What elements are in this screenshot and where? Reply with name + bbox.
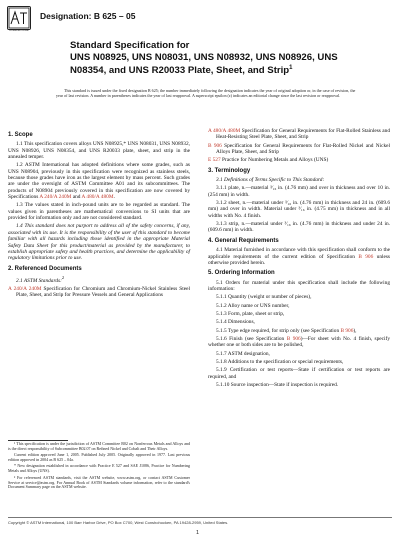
reference-b906: [208, 143, 390, 156]
para-4-1: [208, 247, 390, 266]
title-line-3: [70, 63, 360, 77]
reference-e527: [208, 157, 390, 163]
document-title: [70, 40, 360, 77]
para-5-1-2: 5.1.2 Alloy name or UNS number,: [216, 302, 290, 309]
para-1-2-end: .: [113, 194, 115, 201]
para-3-1-1: 3.1.1 plate, n.—material ³⁄₁₆ in. (4.76 mm) and over in thickness and over 10 in. (254 mm) in width.: [208, 185, 390, 198]
designation: Designation: B 625 – 05: [40, 11, 136, 21]
para-1-1: 1.1 This specification covers alloys UNS N08925,* UNS N08031, UNS N08932, UNS N08926, UNS N08354, and UNS R20033 plate, sheet, and strip in the annealed temper.: [8, 141, 190, 161]
para-5-1-9: 5.1.9 Certification or test reports—State if certification or test reports are required, and: [208, 367, 390, 380]
ref-link-b906-list[interactable]: B 906: [208, 142, 222, 149]
footnote-star: * New designation established in accordance with Practice E 527 and SAE J1086, Practice for Numbering Metals and Alloys (UNS).: [8, 463, 190, 474]
reference-a240: [8, 286, 190, 299]
ref-link-b906-s516[interactable]: B 906: [286, 335, 301, 342]
section-1-heading: 1. Scope: [8, 132, 33, 138]
title-line-3-text: N08354, and UNS R20033 Plate, Sheet, and Strip: [70, 65, 290, 77]
ref-link-b906-s515[interactable]: B 906: [340, 327, 354, 334]
ref-link-a480[interactable]: A 480/A 480M: [81, 194, 114, 201]
ref-link-a240-list[interactable]: A 240/A 240M: [8, 286, 42, 292]
reference-e527-text: Practice for Numbering Metals and Alloys (UNS): [220, 157, 329, 164]
para-5-1-4: 5.1.4 Dimensions,: [216, 319, 255, 326]
section-3-heading: 3. Terminology: [208, 167, 251, 174]
astm-logo-mark: [8, 7, 30, 29]
title-footnote-marker: 1: [289, 65, 293, 72]
section-5-heading: 5. Ordering Information: [208, 270, 275, 277]
footer-divider: [8, 517, 392, 518]
footnote-1: ¹ This specification is under the jurisdiction of ASTM Committee B02 on Nonferrous Metals and Alloys and is the direct responsibility of Subcommittee B02.07 on Refined Nickel and Cobalt and Their Alloys.: [8, 441, 190, 451]
para-2-1: [8, 275, 190, 284]
para-5-1-5-text: 5.1.5 Type edge required, for strip only (see Specification: [216, 327, 341, 334]
ref-link-b906-s4[interactable]: B 906: [358, 253, 374, 260]
para-4-1-end: unless otherwise provided herein.: [208, 253, 390, 266]
para-1-2-text: 1.2 ASTM International has adopted definitions where some grades, such as UNS N08904, previously in this specification were recognized as stainless steels, because those grades have iron as the largest element by mass percent. Such grades are under the oversight of ASTM Committee A01 and its subcommittees. The products of N08904 previously covered in this specification are now covered by Specifications: [8, 162, 190, 201]
ref-link-a480-list[interactable]: A 480/A 480M: [208, 128, 241, 134]
footnote-2: ² For referenced ASTM standards, visit the ASTM website, www.astm.org, or contact ASTM Customer Service at service@astm.org. For Annual Book of ASTM Standards volume information, refer to the standard's Document Summary page on the ASTM website.: [8, 474, 190, 490]
para-5-1-1: 5.1.1 Quantity (weight or number of pieces),: [216, 294, 312, 301]
para-5-1-7: 5.1.7 ASTM designation,: [216, 350, 270, 357]
title-line-1: Standard Specification for: [70, 40, 190, 51]
astm-logo: [7, 6, 31, 30]
para-4-1-text: 4.1 Material furnished in accordance with this specification shall conform to the applicable requirements of the current edition of Specification: [208, 247, 390, 260]
para-1-4: 1.4 This standard does not purport to address all of the safety concerns, if any, associated with its use. It is the responsibility of the user of this standard to become familiar with all hazards including those identified in the appropriate Material Safety Data Sheet for this product/material as provided by the manufacturer, to establish appropriate safety and health practices, and determine the applicability of regulatory limitations prior to use.: [8, 223, 190, 262]
para-1-2-and: and: [71, 194, 82, 201]
section-4-heading: 4. General Requirements: [208, 237, 279, 244]
left-column: [8, 128, 190, 301]
title-line-2: UNS N08925, UNS N08031, UNS N08932, UNS N08926, UNS: [70, 51, 338, 63]
para-1-3: 1.3 The values stated in inch-pound units are to be regarded as standard. The values given in parentheses are mathematical conversions to SI units that are provided for information only and are not considered standard.: [8, 202, 190, 222]
section-2-heading: 2. Referenced Documents: [8, 265, 82, 272]
ref-link-a240[interactable]: A 240/A 240M: [39, 194, 72, 201]
para-5-1-6-end: )—For sheet with No. 4 finish, specify whether one or both sides are to be polished,: [208, 335, 390, 349]
para-5-1-5-end: ),: [353, 327, 357, 334]
para-3-1-2: 3.1.2 sheet, n.—material under ³⁄₁₆ in. (4.76 mm) in thickness and 24 in. (609.6 mm) and over in width. Material under ³⁄₁₆ in. (4.75 mm) in thickness and in all widths with No. 4 finish.: [208, 200, 390, 219]
reference-a480: [208, 128, 390, 141]
para-3-1-3: 3.1.3 strip, n.—material under ³⁄₁₆ in. (4.76 mm) in thickness and under 24 in. (609.6 mm) in width.: [208, 221, 390, 234]
logo-caption: INTERNATIONAL: [9, 29, 29, 32]
footnote-marker-2: 2: [61, 274, 65, 280]
para-5-1-5: [208, 328, 390, 334]
para-5-1-6-text: 5.1.6 Finish (see Specification: [216, 335, 287, 342]
ref-link-e527-list[interactable]: E 527: [208, 157, 221, 164]
para-5-1-8: 5.1.8 Additions to the specification or special requirements,: [216, 358, 344, 365]
footnotes: [8, 442, 190, 492]
para-5-1-10: 5.1.10 Source inspection—State if inspection is required.: [216, 382, 339, 388]
para-2-1-label: 2.1 ASTM Standards:: [16, 277, 62, 284]
right-column: [208, 128, 390, 390]
page-number: 1: [196, 530, 200, 536]
para-1-2: [8, 162, 190, 200]
para-5-1: 5.1 Orders for material under this specification shall include the following information:: [208, 279, 390, 292]
reference-a480-text: Specification for General Requirements for Flat-Rolled Stainless and Heat-Resisting Steel Plate, Sheet, and Strip: [216, 128, 390, 141]
reference-a240-text: Specification for Chromium and Chromium-Nickel Stainless Steel Plate, Sheet, and Strip for Pressure Vessels and General Applications: [16, 286, 190, 299]
footnote-1-edition: Current edition approved June 1, 2005. Published July 2005. Originally approved in 1977. Last previous edition approved in 2004 as B 625 – 04a.: [8, 452, 190, 463]
para-3-1: 3.1 Definitions of Terms Specific to This Standard:: [216, 177, 325, 184]
reference-b906-text: Specification for General Requirements for Flat-Rolled Nickel and Nickel Alloys Plate, Sheet, and Strip: [216, 142, 390, 156]
standard-note: This standard is issued under the fixed designation B 625; the number immediately following the designation indicates the year of original adoption or, in the case of revision, the year of last revision. A number in parentheses indicates the year of last reapproval. A superscript epsilon (ε) indicates an editorial change since the last revision or reapproval.: [56, 88, 356, 99]
copyright-notice: Copyright © ASTM International, 100 Barr Harbor Drive, PO Box C700, West Conshohocken, PA 19428-2959, United States.: [8, 520, 229, 525]
para-5-1-3: 5.1.3 Form, plate, sheet or strip,: [216, 310, 285, 317]
para-5-1-6: [208, 336, 390, 349]
